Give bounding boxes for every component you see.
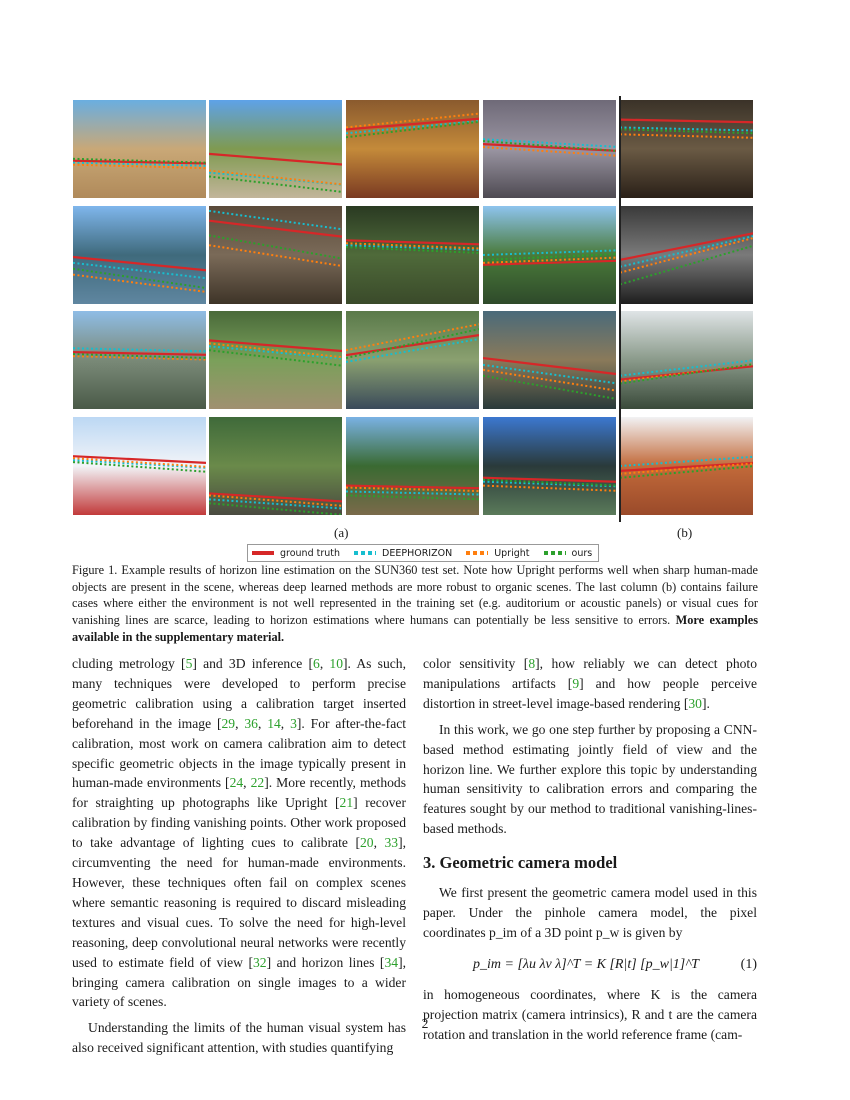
legend-label: ground truth [280, 547, 341, 559]
figure-photo [73, 417, 206, 515]
column-separator [619, 96, 621, 522]
text-run: ]. As such, many techniques were developed to perform precise geometric calibration using a calibration target inserted beforehand in the image [ [72, 656, 406, 731]
citation-link[interactable]: 34 [384, 954, 399, 970]
figure-photo [483, 417, 616, 515]
text-run: cluding metrology [ [72, 656, 186, 671]
figure-photo [73, 206, 206, 304]
citation-link[interactable]: 36 [244, 715, 258, 731]
photo-background [346, 311, 479, 409]
legend-swatch [544, 551, 566, 555]
text-run: ], bringing camera calibration on single images to a wider variety of scenes. [72, 954, 406, 1010]
text-run: ] recover calibration by finding vanishing points. Other work proposed to take advantage of lighting cues to calibrate [ [72, 795, 406, 851]
figure-photo [209, 311, 342, 409]
text-run: , [243, 775, 251, 791]
equation-body: p_im = [λu λv λ]^T = K [R|t] [p_w|1]^T [473, 956, 699, 972]
legend-item [466, 548, 529, 559]
section-title: 3. Geometric camera model [423, 853, 618, 873]
left-column [72, 654, 406, 1058]
right-paragraph-3: We first present the geometric camera model used in this paper. Under the pinhole camera model, the pixel coordinates p_im of a 3D point p_w is given by [423, 885, 757, 940]
citation-link[interactable]: 20 [359, 835, 374, 851]
right-column [423, 654, 757, 1044]
right-paragraph-2: In this work, we go one step further by proposing a CNN-based method estimating jointly field of view and the horizon line. We further explore this topic by understanding human sensitivity to calibration errors and comparing the features sought by our method to traditional vanishing-lines-based methods. [423, 721, 757, 837]
figure-photo [73, 311, 206, 409]
legend-item [544, 548, 593, 559]
left-paragraph-2: Understanding the limits of the human visual system has also received significant attention, with studies quantifying [72, 1020, 406, 1056]
photo-background [346, 417, 479, 515]
legend-item [354, 548, 452, 559]
citation-link[interactable]: 6 [313, 656, 320, 671]
citation-link[interactable]: 30 [688, 695, 702, 711]
caption-text: Example results of horizon line estimation on the SUN360 test set. Note how Upright performs well when sharp human-made objects are present in the scene, whereas deep learned methods are more robust to organic scenes. The last column (b) contains failure cases where either the environment is not well represented in the training set (e.g. auditorium or acoustic panels) or visual cues for vanishing lines are scarce, leading to horizon estimations where humans can potentially be less sensitive to errors. [72, 563, 759, 628]
legend-item [252, 548, 340, 559]
figure-photo [346, 206, 479, 304]
left-paragraph-1 [72, 654, 406, 1012]
photo-background [346, 206, 479, 304]
figure-legend [247, 544, 599, 562]
citation-link[interactable]: 8 [528, 656, 536, 671]
caption-label: Figure 1. [72, 563, 118, 577]
photo-background [620, 311, 753, 409]
figure-photo [346, 100, 479, 198]
citation-link[interactable]: 24 [229, 775, 244, 791]
figure-photo [209, 206, 342, 304]
photo-background [73, 100, 206, 198]
figure-photo [620, 311, 753, 409]
legend-label: Upright [494, 547, 530, 559]
figure-photo [209, 100, 342, 198]
right-paragraph-4: in homogeneous coordinates, where K is the camera projection matrix (camera intrinsics), R and t are the camera rotation and translation in the world reference frame (cam- [423, 986, 757, 1042]
figure-photo [483, 311, 616, 409]
equation-1 [423, 955, 757, 975]
citation-link[interactable]: 9 [572, 675, 580, 691]
citation-link[interactable]: 10 [329, 656, 343, 671]
text-run: , [280, 715, 291, 731]
legend-label: ours [571, 547, 593, 559]
figure-photo [346, 417, 479, 515]
legend-swatch [354, 551, 376, 555]
text-run: ], circumventing the need for human-made environments. However, these techniques often fail on complex scenes where semantic reasoning is required to discard misleading textures and visual cues. To solve the need for high-level reasoning, deep convolutional neural networks were recently used to estimate field of view [ [72, 835, 406, 970]
citation-link[interactable]: 3 [290, 715, 297, 731]
legend-swatch [252, 551, 274, 555]
citation-link[interactable]: 33 [384, 835, 399, 851]
figure-photo [620, 417, 753, 515]
photo-background [209, 206, 342, 304]
caption-bold-text: More examples available in the supplementary material. [72, 613, 758, 644]
sublabel-b: (b) [677, 525, 693, 540]
text-run: ]. [701, 695, 710, 711]
figure-photo [346, 311, 479, 409]
page-number: 2 [421, 1016, 429, 1031]
legend-label: DEEPHORIZON [382, 547, 453, 559]
figure-caption [72, 562, 758, 646]
citation-link[interactable]: 5 [185, 656, 193, 671]
equation-number: (1) [740, 956, 757, 972]
figure-photo [620, 206, 753, 304]
citation-link[interactable]: 21 [339, 795, 354, 811]
legend-swatch [466, 551, 488, 555]
text-run: , [257, 715, 268, 731]
text-run: , [235, 715, 245, 731]
figure-photo [620, 100, 753, 198]
text-run: , [319, 656, 330, 671]
citation-link[interactable]: 22 [250, 775, 265, 791]
citation-link[interactable]: 32 [252, 954, 267, 970]
citation-link[interactable]: 14 [267, 715, 281, 731]
text-run: , [373, 835, 385, 851]
text-run: ]. For after-the-fact calibration, most work on camera calibration aim to detect specific geometric objects in the image typically present in human-made environments [ [72, 715, 407, 791]
text-run: ] and 3D inference [ [192, 656, 314, 671]
text-run: ] and how people perceive distortion in street-level image-based rendering [ [423, 675, 757, 711]
sublabel-a: (a) [334, 525, 349, 540]
text-run: ], how reliably we can detect photo manipulations artifacts [ [423, 656, 757, 691]
figure-photo [483, 206, 616, 304]
photo-background [483, 417, 616, 515]
right-paragraph-1 [423, 654, 757, 714]
text-run: ]. More recently, methods for straighting up photographs like Upright [ [72, 775, 407, 811]
figure-photo [73, 100, 206, 198]
text-run: ] and horizon lines [ [266, 954, 385, 970]
photo-background [620, 100, 753, 198]
photo-background [209, 311, 342, 409]
figure-photo [209, 417, 342, 515]
text-run: color sensitivity [ [423, 656, 529, 671]
figure-photo [483, 100, 616, 198]
citation-link[interactable]: 29 [221, 715, 236, 731]
